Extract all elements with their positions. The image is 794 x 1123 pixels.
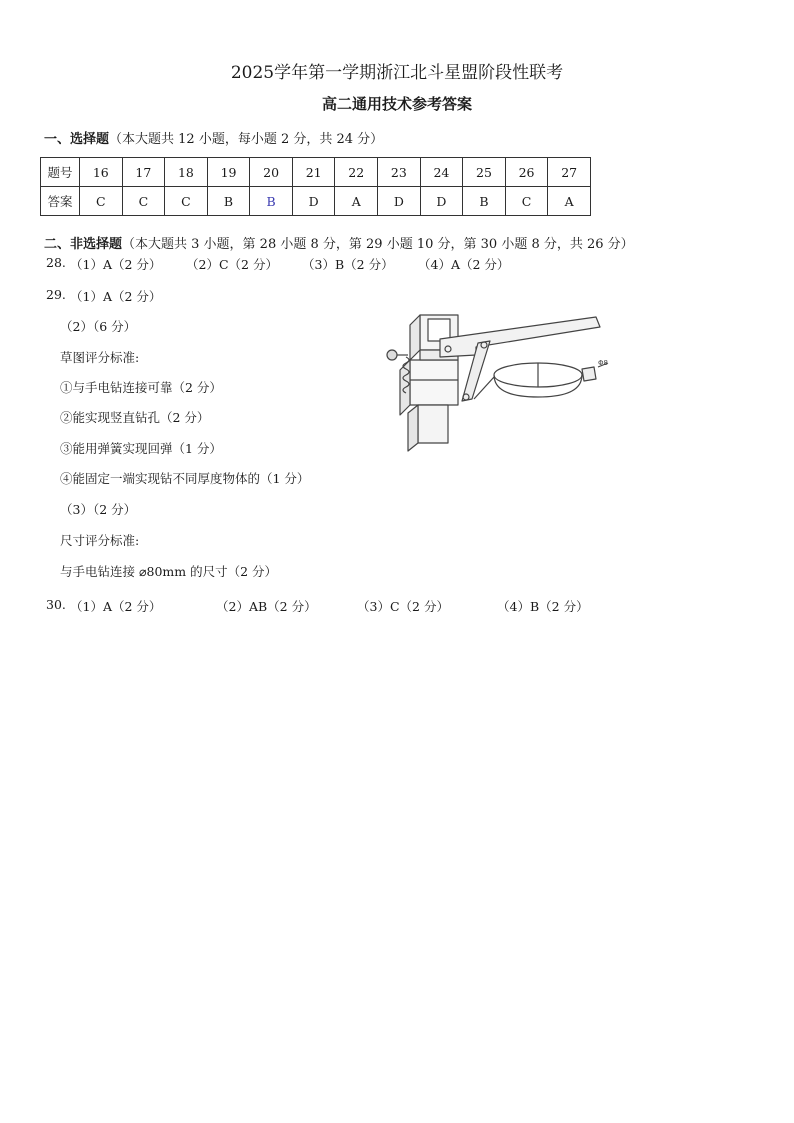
q29-label: 29. [46,287,66,302]
section2-heading: 二、非选择题 [44,237,123,252]
q28-item: （3）B（2 分） [302,257,394,272]
table-cell: C [505,187,548,216]
section1-heading: 一、选择题 [44,132,110,147]
table-cell: B [463,187,506,216]
q30-item: （2）AB（2 分） [216,599,317,614]
table-cell: C [122,187,165,216]
criteria-item: ③能用弹簧实现回弹（1 分） [60,441,222,456]
q29-part1: （1）A（2 分） [70,289,162,304]
table-cell: 24 [420,158,463,187]
table-cell: 20 [250,158,293,187]
q28-item: （2）C（2 分） [186,257,278,272]
table-cell: 18 [165,158,208,187]
table-cell: C [80,187,123,216]
table-cell: C [165,187,208,216]
table-cell: 17 [122,158,165,187]
row-label-number: 题号 [41,158,80,187]
table-cell: 27 [548,158,591,187]
section2-header [44,233,634,252]
table-row-numbers [41,158,591,187]
table-cell: D [420,187,463,216]
section1-header [44,128,383,147]
table-cell: 16 [80,158,123,187]
table-cell: D [292,187,335,216]
criteria-item: ②能实现竖直钻孔（2 分） [60,410,210,425]
table-cell: B [207,187,250,216]
criteria-item: ④能固定一端实现钻不同厚度物体的（1 分） [60,471,310,486]
q30-item: （3）C（2 分） [357,599,449,614]
q28-item: （1）A（2 分） [70,257,162,272]
table-cell: B [250,187,293,216]
section1-note: （本大题共 12 小题，每小题 2 分，共 24 分） [109,132,384,147]
q29-part2: （2）（6 分） [60,319,137,334]
row-label-answer: 答案 [41,187,80,216]
table-cell: A [335,187,378,216]
q30-item: （4）B（2 分） [497,599,589,614]
table-row-answers [41,187,591,216]
table-cell: A [548,187,591,216]
table-cell: 25 [463,158,506,187]
table-cell: 26 [505,158,548,187]
criteria-item: ①与手电钻连接可靠（2 分） [60,380,222,395]
page-subtitle: 高二通用技术参考答案 [321,95,472,113]
dimension-criteria-item: 与手电钻连接 ⌀80mm 的尺寸（2 分） [60,564,278,579]
q28-label: 28. [46,255,66,270]
q30-item: （1）A（2 分） [70,599,162,614]
dimension-criteria-title: 尺寸评分标准: [60,533,140,548]
table-cell: 21 [292,158,335,187]
sketch-criteria-title: 草图评分标准: [60,350,140,365]
table-cell: 19 [207,158,250,187]
section2-note: （本大题共 3 小题，第 28 小题 8 分，第 29 小题 10 分，第 30 小题 8 分，共 26 分） [122,237,634,252]
table-cell: 23 [378,158,421,187]
drill-fixture-sketch [378,295,614,455]
table-cell: 22 [335,158,378,187]
page-title: 2025学年第一学期浙江北斗星盟阶段性联考 [230,63,564,83]
answer-table [40,157,591,216]
q29-part3: （3）（2 分） [60,502,137,517]
q28-item: （4）A（2 分） [418,257,510,272]
figure-dimension-label: Φ8 [598,359,608,367]
q30-label: 30. [46,597,66,612]
table-cell: D [378,187,421,216]
